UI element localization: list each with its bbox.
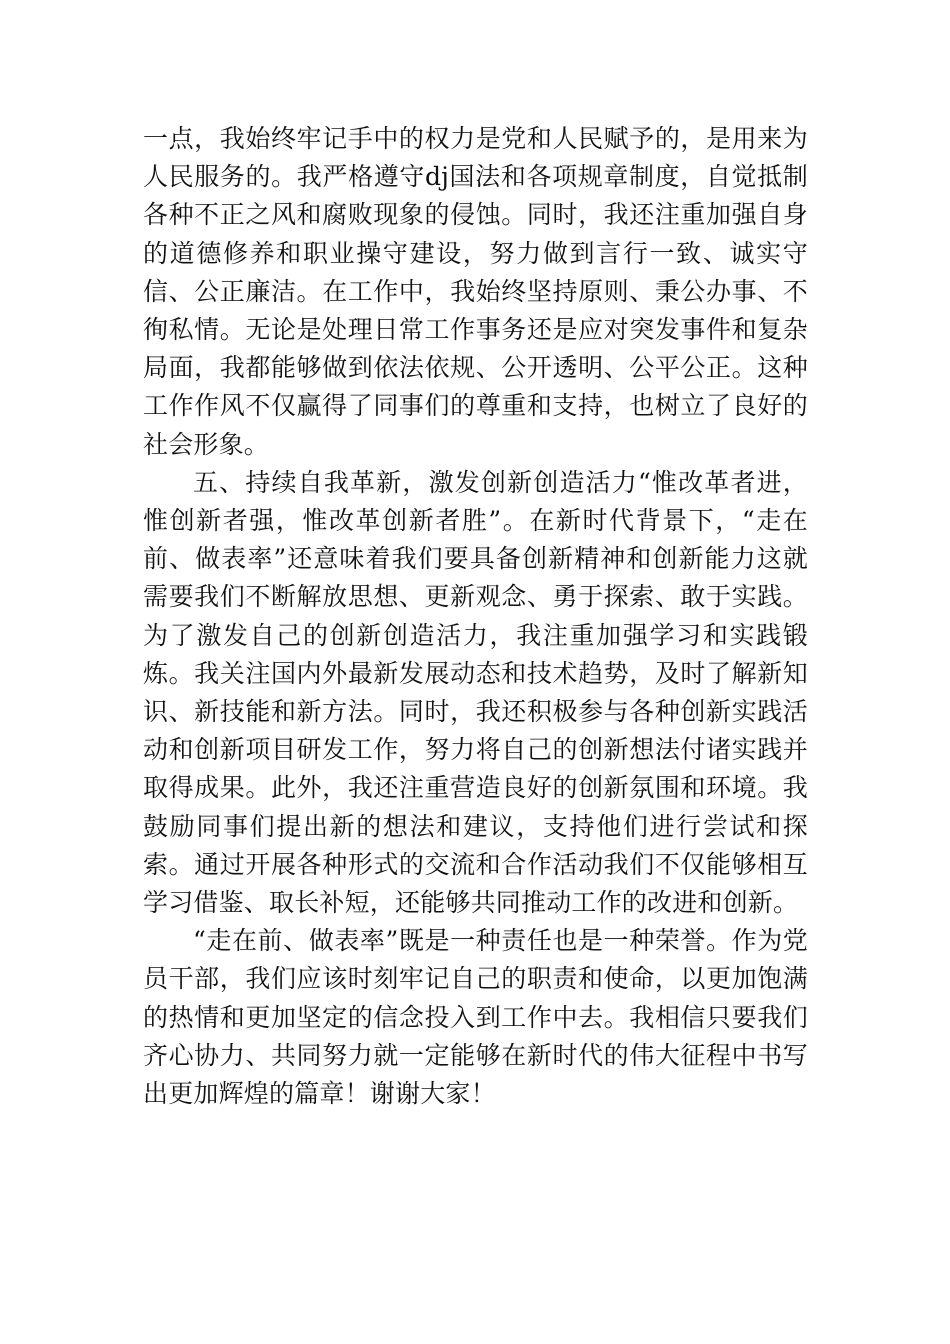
paragraph-conclusion: “走在前、做表率”既是一种责任也是一种荣誉。作为党员干部，我们应该时刻牢记自己的职责和使命，以更加饱满的热情和更加坚定的信念投入到工作中去。我相信只要我们齐心协力、共同努力就一定能够在新时代的伟大征程中书写出更加辉煌的篇章！谢谢大家！ xyxy=(143,926,808,1109)
paragraph-integrity: 一点，我始终牢记手中的权力是党和人民赋予的，是用来为人民服务的。我严格遵守dj国法和各项规章制度，自觉抵制各种不正之风和腐败现象的侵蚀。同时，我还注重加强自身的道德修养和职业操守建设，努力做到言行一致、诚实守信、公正廉洁。在工作中，我始终坚持原则、秉公办事、不徇私情。无论是处理日常工作事务还是应对突发事件和复杂局面，我都能够做到依法依规、公开透明、公平公正。这种工作作风不仅赢得了同事们的尊重和支持，也树立了良好的社会形象。 xyxy=(143,124,808,459)
document-body xyxy=(143,120,808,1113)
paragraph-innovation: 五、持续自我革新，激发创新创造活力“惟改革者进，惟创新者强，惟改革创新者胜”。在新时代背景下，“走在前、做表率”还意味着我们要具备创新精神和创新能力这就需要我们不断解放思想、更新观念、勇于探索、敢于实践。为了激发自己的创新创造活力，我注重加强学习和实践锻炼。我关注国内外最新发展动态和技术趋势，及时了解新知识、新技能和新方法。同时，我还积极参与各种创新实践活动和创新项目研发工作，努力将自己的创新想法付诸实践并取得成果。此外，我还注重营造良好的创新氛围和环境。我鼓励同事们提出新的想法和建议，支持他们进行尝试和探索。通过开展各种形式的交流和合作活动我们不仅能够相互学习借鉴、取长补短，还能够共同推动工作的改进和创新。 xyxy=(143,467,808,918)
